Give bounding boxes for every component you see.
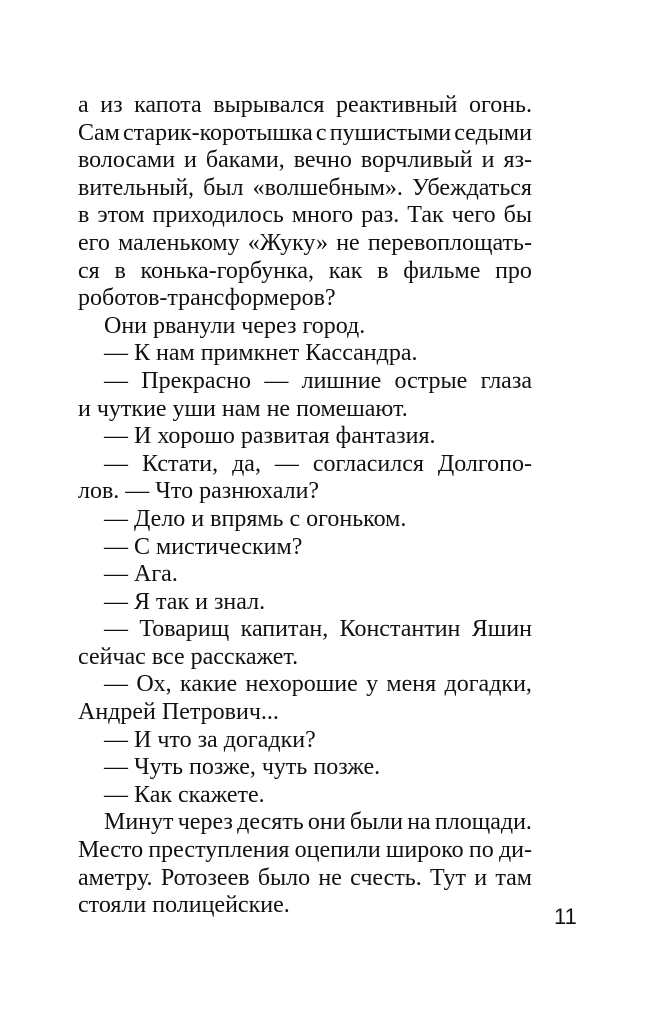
dialogue-line: — И хорошо развитая фантазия.	[104, 423, 436, 450]
dialogue-line: — Я так и знал.	[104, 588, 266, 615]
text-line	[78, 837, 532, 865]
word: лишние	[301, 367, 382, 394]
word: волосами	[78, 147, 176, 174]
word: в	[114, 257, 126, 284]
word: из	[100, 92, 123, 118]
word: —	[104, 450, 128, 477]
word: «Жуку»	[247, 229, 329, 256]
word: как	[328, 257, 363, 284]
dialogue-line	[78, 451, 532, 479]
word: ди-	[498, 837, 532, 864]
word: были	[349, 809, 403, 836]
dialogue-line: — Дело и впрямь с огоньком.	[104, 505, 407, 532]
text-line: роботов-трансформеров?	[78, 285, 336, 312]
word: и	[481, 147, 495, 174]
word: пушистыми	[329, 119, 452, 146]
word: капота	[134, 92, 202, 118]
word: глаза	[480, 367, 532, 394]
text-line	[78, 809, 532, 837]
word: капитан,	[240, 616, 329, 643]
word: по	[468, 837, 494, 864]
word: бы	[503, 202, 532, 229]
text-line: лов. — Что разнюхали?	[78, 478, 320, 505]
word: Кстати,	[141, 450, 219, 477]
dialogue-line: — С мистическим?	[104, 533, 303, 560]
text-line	[78, 120, 532, 148]
word: вительный,	[78, 174, 195, 201]
word: в	[78, 202, 90, 229]
word: преступления	[148, 837, 290, 864]
word: яз-	[503, 147, 532, 174]
word: приходилось	[152, 202, 284, 229]
word: «волшебным».	[252, 174, 403, 201]
word: Место	[78, 837, 144, 864]
word: десять	[237, 809, 304, 836]
word: этом	[97, 202, 145, 229]
page-number: 11	[554, 904, 577, 929]
word: —	[104, 671, 128, 698]
word: Сам	[78, 119, 120, 146]
word: через	[177, 809, 233, 836]
text-line: и чуткие уши нам не помешают.	[78, 395, 408, 422]
word: раз.	[361, 202, 400, 229]
word: счесть.	[350, 864, 422, 891]
word: какие	[180, 671, 238, 698]
word: согласился	[312, 450, 424, 477]
word: конька-горбунка,	[140, 257, 315, 284]
word: не	[318, 864, 342, 891]
dialogue-line: — И что за догадки?	[104, 726, 316, 753]
text-line: Они рванули через город.	[104, 312, 366, 339]
word: вырывался	[213, 92, 325, 118]
dialogue-line	[78, 616, 532, 644]
word: Минут	[104, 809, 174, 836]
dialogue-line: — К нам примкнет Кассандра.	[104, 340, 418, 367]
word: реактивный	[335, 92, 458, 118]
word: широко	[385, 837, 464, 864]
dialogue-line: — Чуть позже, чуть позже.	[104, 754, 381, 781]
word: Ротозеев	[160, 864, 250, 891]
word: старик-коротышка	[123, 119, 313, 146]
word: Яшин	[471, 616, 532, 643]
word: много	[291, 202, 354, 229]
word: и	[184, 147, 197, 174]
word: они	[307, 809, 346, 836]
text-line	[78, 147, 532, 175]
word: про	[495, 257, 532, 284]
word: Товарищ	[139, 616, 230, 643]
dialogue-line	[78, 368, 532, 396]
text-line	[78, 202, 532, 230]
text-line	[78, 92, 532, 120]
word: вечно	[293, 147, 352, 174]
word: оцепили	[294, 837, 381, 864]
word: был	[203, 174, 244, 201]
word: фильме	[403, 257, 481, 284]
body-text	[78, 92, 532, 920]
word: седыми	[454, 119, 532, 146]
word: было	[257, 864, 311, 891]
word: а	[78, 92, 89, 118]
word: на	[407, 809, 431, 836]
word: Тут	[430, 864, 466, 891]
word: аметру.	[78, 864, 153, 891]
word: нехорошие	[245, 671, 358, 698]
word: —	[104, 616, 128, 643]
word: у	[366, 671, 379, 698]
text-line: Андрей Петрович...	[78, 699, 279, 726]
word: меня	[386, 671, 437, 698]
word: перевоплощать-	[367, 229, 532, 256]
word: площади.	[434, 809, 532, 836]
word: там	[495, 864, 532, 891]
word: баками,	[205, 147, 285, 174]
word: в	[377, 257, 389, 284]
word: его	[78, 229, 110, 256]
word: Так	[407, 202, 444, 229]
word: Ох,	[136, 671, 172, 698]
text-line: сейчас все расскажет.	[78, 643, 299, 670]
text-line	[78, 258, 532, 286]
word: Долгопо-	[437, 450, 532, 477]
word: Константин	[339, 616, 461, 643]
word: Убеждаться	[411, 174, 532, 201]
word: —	[264, 367, 289, 394]
word: чего	[451, 202, 496, 229]
text-line	[78, 230, 532, 258]
word: огонь.	[468, 92, 532, 118]
word: —	[274, 450, 299, 477]
word: ворчливый	[360, 147, 473, 174]
word: догадки,	[444, 671, 532, 698]
dialogue-line	[78, 671, 532, 699]
word: да,	[232, 450, 261, 477]
word: с	[315, 119, 327, 146]
word: —	[104, 367, 128, 394]
word: ся	[78, 257, 100, 284]
text-line: стояли полицейские.	[78, 892, 290, 919]
word: острые	[394, 367, 468, 394]
word: маленькому	[118, 229, 240, 256]
text-line	[78, 175, 532, 203]
dialogue-line: — Ага.	[104, 561, 178, 588]
dialogue-line: — Как скажете.	[104, 781, 265, 808]
word: Прекрасно	[141, 367, 252, 394]
word: и	[474, 864, 488, 891]
word: не	[336, 229, 360, 256]
text-line	[78, 865, 532, 893]
